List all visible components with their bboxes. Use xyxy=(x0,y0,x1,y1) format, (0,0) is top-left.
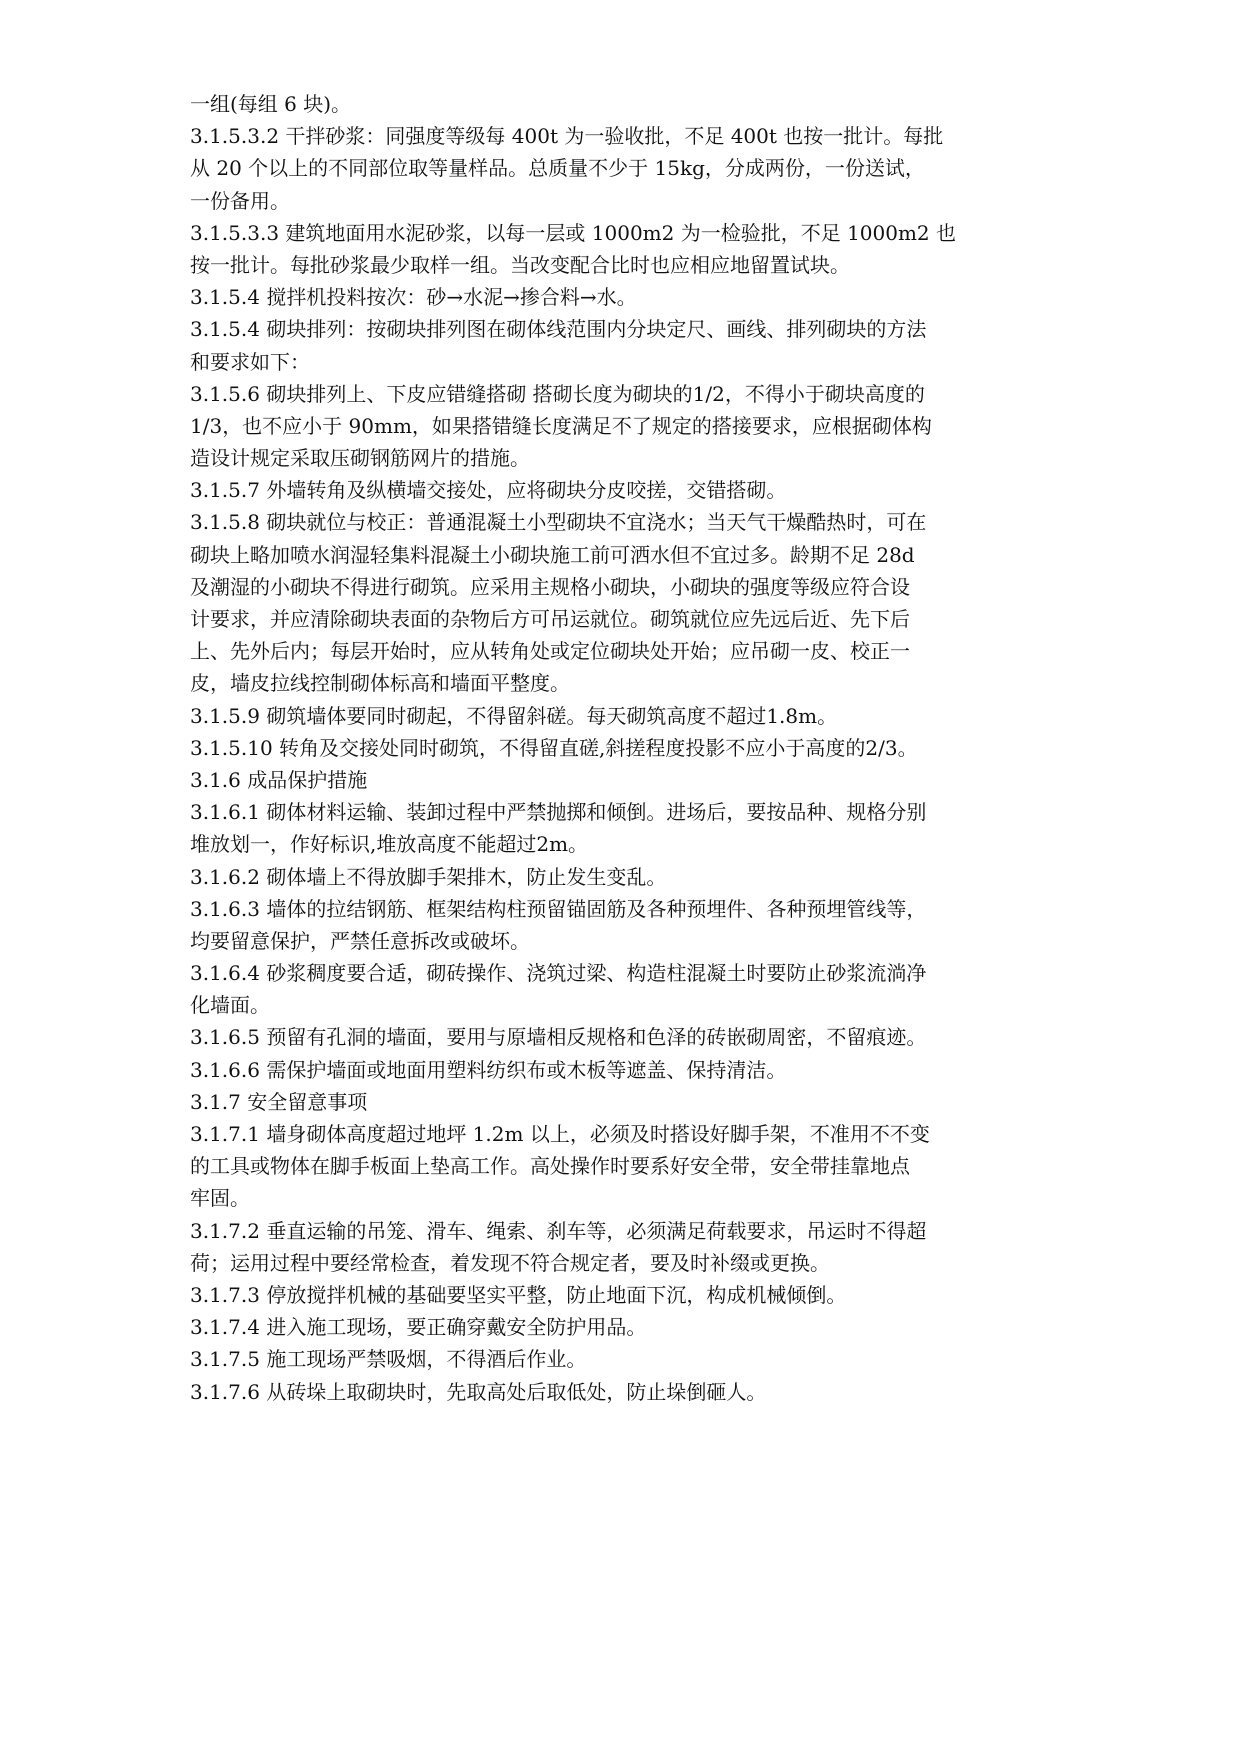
text-line: 均要留意保护，严禁任意拆改或破坏。 xyxy=(190,928,530,953)
text-line: 及潮湿的小砌块不得进行砌筑。应采用主规格小砌块，小砌块的强度等级应符合设 xyxy=(190,574,910,599)
text-line: 3.1.7.6 从砖垛上取砌块时，先取高处后取低处，防止垛倒砸人。 xyxy=(190,1379,767,1404)
text-line: 化墙面。 xyxy=(190,993,270,1018)
text-line: 3.1.5.6 砌块排列上、下皮应错缝搭砌 搭砌长度为砌块的1/2，不得小于砌块高度的 xyxy=(190,381,925,406)
text-line: 砌块上略加喷水润湿轻集料混凝土小砌块施工前可洒水但不宜过多。龄期不足 28d xyxy=(190,542,915,567)
text-line: 3.1.5.4 砌块排列：按砌块排列图在砌体线范围内分块定尺、画线、排列砌块的方法 xyxy=(190,317,927,342)
text-line: 上、先外后内；每层开始时，应从转角处或定位砌块处开始；应吊砌一皮、校正一 xyxy=(190,639,910,664)
text-line: 3.1.5.10 转角及交接处同时砌筑，不得留直磋,斜搓程度投影不应小于高度的2/3。 xyxy=(190,735,918,760)
text-line: 按一批计。每批砂浆最少取样一组。当改变配合比时也应相应地留置试块。 xyxy=(190,252,850,277)
text-line: 堆放划一，作好标识,堆放高度不能超过2m。 xyxy=(190,832,589,857)
text-line: 3.1.5.3.2 干拌砂浆：同强度等级每 400t 为一验收批，不足 400t 也按一批计。每批 xyxy=(190,124,944,149)
text-line: 3.1.5.7 外墙转角及纵横墙交接处，应将砌块分皮咬搓，交错搭砌。 xyxy=(190,478,787,503)
text-line: 皮，墙皮拉线控制砌体标高和墙面平整度。 xyxy=(190,671,570,696)
text-line: 3.1.7.4 进入施工现场，要正确穿戴安全防护用品。 xyxy=(190,1315,647,1340)
text-line: 3.1.7.5 施工现场严禁吸烟，不得酒后作业。 xyxy=(190,1347,587,1372)
text-line: 荷；运用过程中要经常检查，着发现不符合规定者，要及时补缀或更换。 xyxy=(190,1250,830,1275)
text-line: 3.1.6.6 需保护墙面或地面用塑料纺织布或木板等遮盖、保持清洁。 xyxy=(190,1057,787,1082)
text-line: 计要求，并应清除砌块表面的杂物后方可吊运就位。砌筑就位应先远后近、先下后 xyxy=(190,607,910,631)
text-line: 从 20 个以上的不同部位取等量样品。总质量不少于 15kg，分成两份，一份送试， xyxy=(190,156,925,181)
text-line: 3.1.7.3 停放搅拌机械的基础要坚实平整，防止地面下沉，构成机械倾倒。 xyxy=(190,1282,847,1307)
text-line: 1/3，也不应小于 90mm，如果搭错缝长度满足不了规定的搭接要求，应根据砌体构 xyxy=(190,413,932,438)
section-heading: 3.1.6 成品保护措施 xyxy=(190,767,368,792)
section-heading: 3.1.7 安全留意事项 xyxy=(190,1089,368,1114)
text-line: 一组(每组 6 块)。 xyxy=(190,92,352,116)
text-line: 3.1.5.4 搅拌机投料按次：砂→水泥→掺合料→水。 xyxy=(190,285,637,310)
text-line: 3.1.7.1 墙身砌体高度超过地坪 1.2m 以上，必须及时搭设好脚手架，不准用不不变 xyxy=(190,1122,930,1146)
text-line: 3.1.6.5 预留有孔洞的墙面，要用与原墙相反规格和色泽的砖嵌砌周密，不留痕迹。 xyxy=(190,1025,927,1050)
text-line: 牢固。 xyxy=(190,1186,250,1211)
text-line: 3.1.6.2 砌体墙上不得放脚手架排木，防止发生变乱。 xyxy=(190,864,667,889)
text-line: 3.1.5.8 砌块就位与校正：普通混凝土小型砌块不宜浇水；当天气干燥酷热时，可在 xyxy=(190,510,927,535)
text-line: 3.1.6.1 砌体材料运输、装卸过程中严禁抛掷和倾倒。进场后，要按品种、规格分别 xyxy=(190,800,927,825)
text-line: 3.1.6.4 砂浆稠度要合适，砌砖操作、浇筑过梁、构造柱混凝土时要防止砂浆流淌净 xyxy=(190,961,927,986)
text-line: 的工具或物体在脚手板面上垫高工作。高处操作时要系好安全带，安全带挂靠地点 xyxy=(190,1154,910,1179)
text-line: 3.1.5.3.3 建筑地面用水泥砂浆，以每一层或 1000m2 为一检验批，不足 1000m2 也 xyxy=(190,220,957,245)
text-line: 3.1.6.3 墙体的拉结钢筋、框架结构柱预留锚固筋及各种预埋件、各种预埋管线等， xyxy=(190,896,927,921)
text-line: 和要求如下： xyxy=(190,349,310,374)
document-page xyxy=(190,88,1090,1408)
text-line: 3.1.5.9 砌筑墙体要同时砌起，不得留斜磋。每天砌筑高度不超过1.8m。 xyxy=(190,703,838,728)
text-line: 一份备用。 xyxy=(190,188,290,213)
text-line: 造设计规定采取压砌钢筋网片的措施。 xyxy=(190,446,530,471)
text-line: 3.1.7.2 垂直运输的吊笼、滑车、绳索、刹车等，必须满足荷载要求，吊运时不得超 xyxy=(190,1218,927,1243)
